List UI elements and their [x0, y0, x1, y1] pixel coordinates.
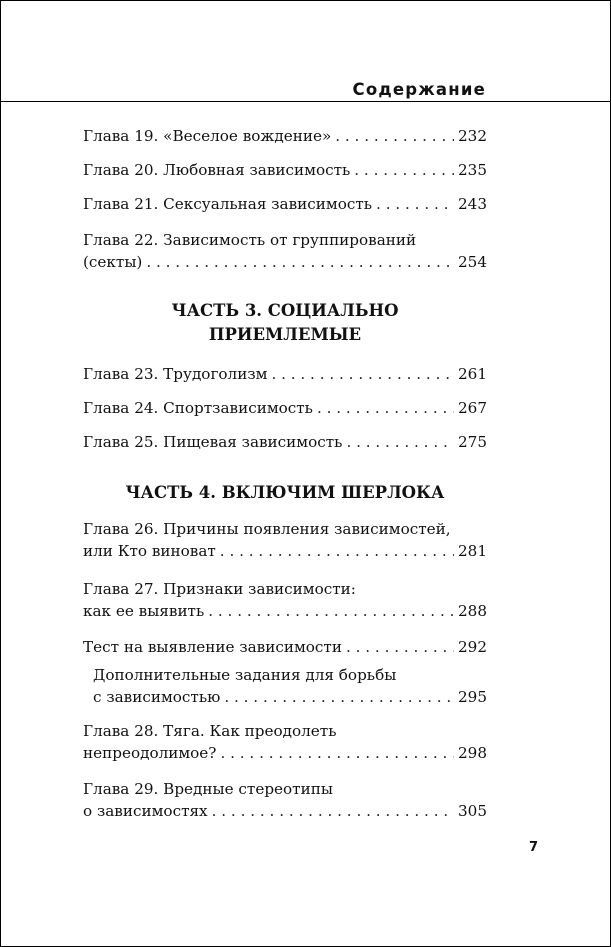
- part-3-heading-line2: ПРИЕМЛЕМЫЕ: [208, 325, 362, 344]
- toc-page-number: 267: [458, 399, 487, 417]
- leader-dots: [271, 363, 454, 385]
- toc-page-number: 243: [458, 195, 487, 213]
- toc-entry-title-line1: Глава 28. Тяга. Как преодолеть: [83, 722, 337, 740]
- toc-entry-title: Глава 20. Любовная зависимость: [83, 161, 351, 179]
- leader-dots: [346, 636, 454, 658]
- toc-page-number: 305: [458, 802, 487, 820]
- toc-page-number: 295: [458, 688, 487, 706]
- toc-entry-chapter-27: [83, 578, 487, 622]
- toc-entry-title: Тест на выявление зависимости: [83, 638, 342, 656]
- header-rule: [1, 101, 610, 102]
- toc-entry-title: Глава 25. Пищевая зависимость: [83, 433, 343, 451]
- leader-dots: [346, 431, 454, 453]
- leader-dots: [224, 686, 454, 708]
- leader-dots: [220, 540, 454, 562]
- toc-page-number: 275: [458, 433, 487, 451]
- toc-entry-title: Глава 24. Спортзависимость: [83, 399, 313, 417]
- part-4-heading: ЧАСТЬ 4. ВКЛЮЧИМ ШЕРЛОКА: [125, 483, 445, 502]
- toc-entry-chapter-25: [83, 431, 487, 453]
- toc-entry-title-line2: как ее выявить: [83, 602, 205, 620]
- toc-page-number: 298: [458, 744, 487, 762]
- toc-entry-title-line2: с зависимостью: [93, 688, 221, 706]
- toc-entry-chapter-22: [83, 229, 487, 273]
- toc-entry-title-line2: или Кто виноват: [83, 542, 216, 560]
- toc-entry-title-line2: о зависимостях: [83, 802, 208, 820]
- toc-entry-title-line1: Глава 22. Зависимость от группирований: [83, 231, 417, 249]
- part-3-heading: [83, 299, 487, 347]
- toc-entry-title-line1: Глава 26. Причины появления зависимостей,: [83, 520, 451, 538]
- toc-entry-additional-tasks: [93, 664, 487, 708]
- toc-entry-title-line2: непреодолимое?: [83, 744, 217, 762]
- toc-entry-chapter-26: [83, 518, 487, 562]
- toc-entry-title-line1: Глава 27. Признаки зависимости:: [83, 580, 356, 598]
- toc-entry-chapter-29: [83, 778, 487, 822]
- toc-entry-title-line2: (секты): [83, 253, 143, 271]
- leader-dots: [220, 742, 454, 764]
- toc-entry-chapter-28: [83, 720, 487, 764]
- toc-entry-chapter-24: [83, 397, 487, 419]
- toc-page-number: 232: [458, 127, 487, 145]
- toc-entry-title-line1: Глава 29. Вредные стереотипы: [83, 780, 333, 798]
- toc-page-number: 281: [458, 542, 487, 560]
- leader-dots: [317, 397, 454, 419]
- toc-entry-test: [83, 636, 487, 658]
- leader-dots: [376, 193, 454, 215]
- toc-page-number: 288: [458, 602, 487, 620]
- toc-page-number: 292: [458, 638, 487, 656]
- toc-entry-title: Глава 19. «Веселое вождение»: [83, 127, 332, 145]
- toc-entry-chapter-19: [83, 125, 487, 147]
- toc-page-number: 235: [458, 161, 487, 179]
- toc-entry-chapter-21: [83, 193, 487, 215]
- leader-dots: [335, 125, 454, 147]
- page-number-folio: 7: [529, 840, 539, 855]
- part-3-heading-line1: ЧАСТЬ 3. СОЦИАЛЬНО: [171, 301, 399, 320]
- toc-page-number: 254: [458, 253, 487, 271]
- running-header-title: Содержание: [352, 80, 486, 99]
- toc-entry-chapter-23: [83, 363, 487, 385]
- leader-dots: [208, 600, 454, 622]
- toc-entry-chapter-20: [83, 159, 487, 181]
- toc-entry-title-line1: Дополнительные задания для борьбы: [93, 666, 397, 684]
- leader-dots: [354, 159, 454, 181]
- leader-dots: [212, 800, 454, 822]
- leader-dots: [146, 251, 454, 273]
- toc-entry-title: Глава 21. Сексуальная зависимость: [83, 195, 373, 213]
- toc-page-number: 261: [458, 365, 487, 383]
- toc-entry-title: Глава 23. Трудоголизм: [83, 365, 268, 383]
